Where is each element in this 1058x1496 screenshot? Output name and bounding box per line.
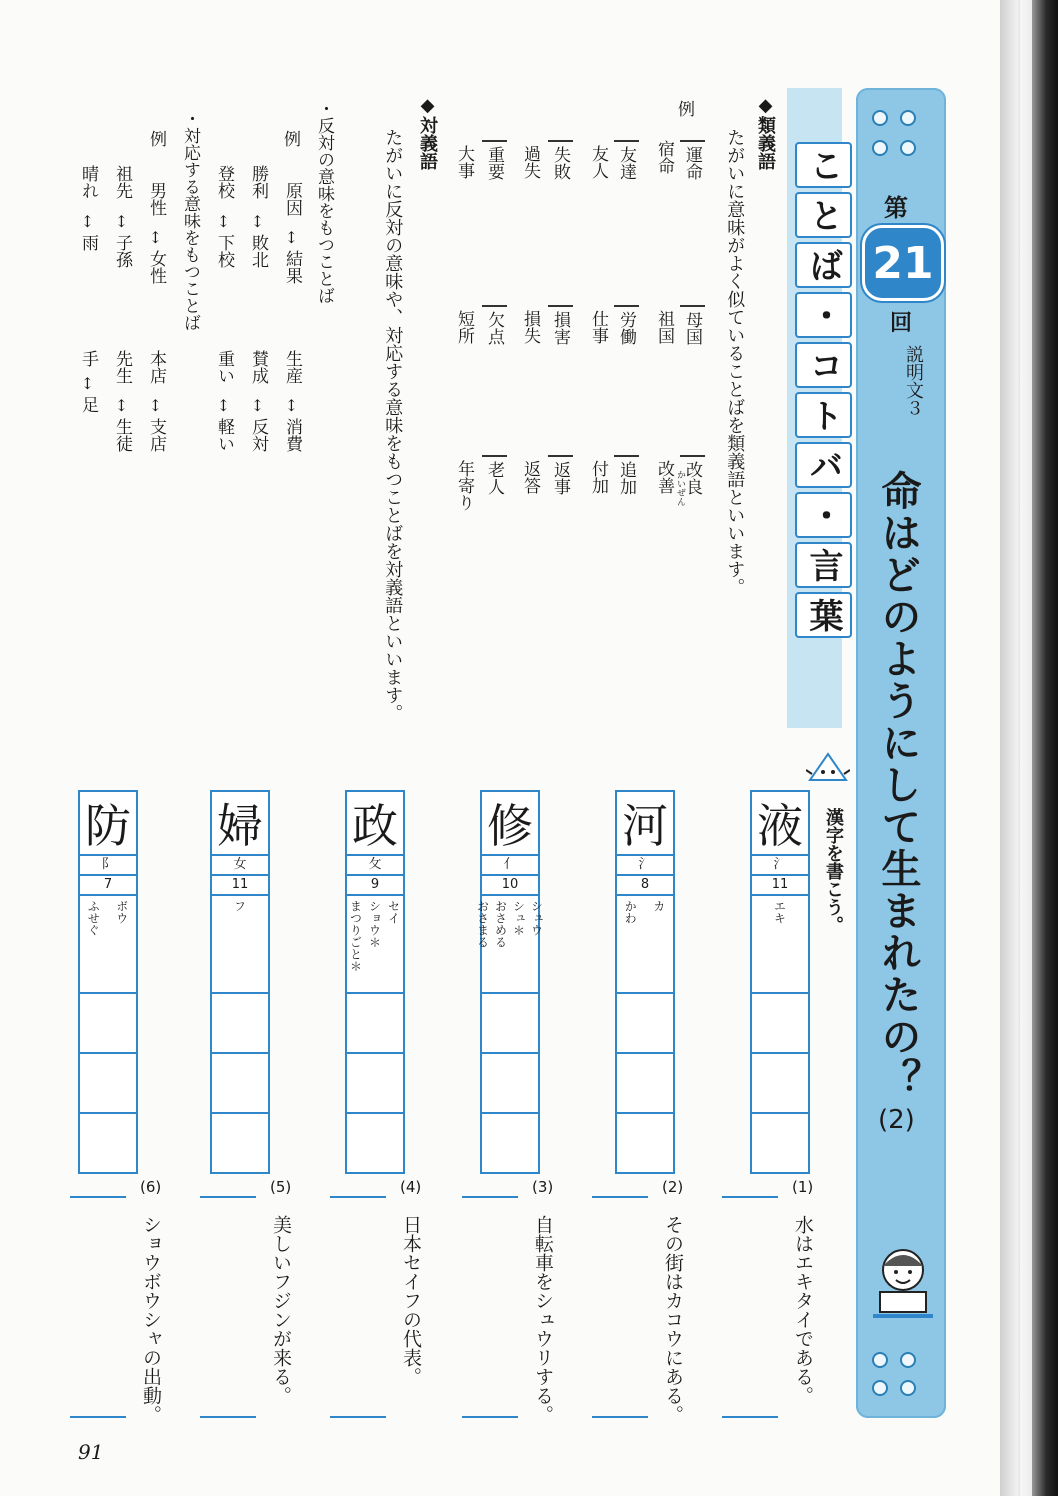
kanji-writing-box[interactable] (78, 1052, 138, 1112)
kanji-practice-heading: 漢字を書こう。 (823, 808, 844, 934)
kanji-writing-box[interactable] (750, 1052, 810, 1112)
synonym-word: 改善 (654, 460, 674, 494)
antonym-word: 軽い (214, 418, 234, 452)
question-number: (4) (400, 1178, 422, 1196)
words-section-title: ことば・コトバ・言葉 (795, 140, 852, 640)
arrow-icon: ↕ (282, 396, 301, 415)
ring-hole-icon (900, 140, 916, 156)
synonym-word: 重要 (482, 140, 507, 180)
synonyms-heading: ◆類義語 (755, 95, 776, 170)
antonym-word: 足 (78, 396, 98, 413)
synonym-word: 大事 (454, 145, 474, 179)
kanji-radical: 氵 (750, 854, 810, 874)
kanji-character: 防 (78, 790, 138, 854)
kanji-radical: 亻 (480, 854, 540, 874)
page-title: 命はどのようにして生まれたの？ (875, 470, 921, 1100)
answer-line-top[interactable] (462, 1196, 518, 1198)
lesson-kai: 回 (890, 310, 913, 336)
antonym-word: 支店 (146, 418, 166, 452)
antonym-word: 原因 (282, 182, 302, 216)
question-text: その街はカコウにある。 (662, 1215, 684, 1424)
antonym-word: 結果 (282, 250, 302, 284)
kanji-reading: かわ (623, 900, 638, 924)
synonym-word: 付加 (588, 460, 608, 494)
furigana: かいぜん (675, 470, 685, 506)
student-illustration-icon (868, 1240, 938, 1330)
synonym-word: 欠点 (482, 305, 507, 345)
synonym-word: 損失 (520, 310, 540, 344)
antonym-word: 女性 (146, 250, 166, 284)
kanji-reading: まつりごと＊ (348, 900, 363, 972)
antonym-group-title: ・反対の意味をもつことば (314, 100, 334, 304)
arrow-icon: ↕ (112, 212, 131, 231)
kanji-writing-box[interactable] (345, 992, 405, 1052)
antonym-word: 消費 (282, 418, 302, 452)
kanji-readings (475, 894, 544, 992)
kanji-radical: 女 (210, 854, 270, 874)
kanji-strip (345, 790, 405, 1174)
kanji-writing-box[interactable] (210, 992, 270, 1052)
question-number: (2) (662, 1178, 684, 1196)
title-part: (2) (878, 1105, 915, 1135)
antonym-example-label: 例 (280, 130, 300, 147)
question-number: (5) (270, 1178, 292, 1196)
answer-line-bottom[interactable] (70, 1416, 126, 1418)
kanji-readings (78, 894, 138, 992)
kanji-stroke-count: 10 (480, 874, 540, 894)
kanji-reading: シュウ (529, 900, 544, 936)
answer-line-top[interactable] (200, 1196, 256, 1198)
synonym-word: 改良 (680, 455, 705, 495)
synonym-word: 返事 (548, 455, 573, 495)
kanji-writing-box[interactable] (345, 1112, 405, 1174)
synonym-word: 祖国 (654, 310, 674, 344)
kanji-writing-box[interactable] (615, 992, 675, 1052)
arrow-icon: ↕ (78, 212, 97, 231)
synonym-word: 追加 (614, 455, 639, 495)
arrow-icon: ↕ (282, 228, 301, 247)
question-number: (6) (140, 1178, 162, 1196)
arrow-icon: ↕ (112, 396, 131, 415)
antonyms-heading: ◆対義語 (417, 95, 438, 170)
antonyms-description: たがいに反対の意味や、対応する意味をもつことばを対義語といいます。 (382, 128, 404, 722)
kanji-reading: フ (232, 900, 247, 912)
synonym-word: 返答 (520, 460, 540, 494)
kanji-stroke-count: 11 (210, 874, 270, 894)
kanji-strip (750, 790, 810, 1174)
antonym-word: 反対 (248, 418, 268, 452)
answer-line-top[interactable] (722, 1196, 778, 1198)
synonym-word: 仕事 (588, 310, 608, 344)
answer-line-top[interactable] (330, 1196, 386, 1198)
kanji-character: 修 (480, 790, 540, 854)
kanji-reading: シュ＊ (511, 900, 526, 936)
antonym-word: 下校 (214, 234, 234, 268)
answer-line-top[interactable] (592, 1196, 648, 1198)
kanji-reading: セイ (386, 900, 401, 924)
ring-hole-icon (900, 1380, 916, 1396)
kanji-writing-box[interactable] (345, 1052, 405, 1112)
arrow-icon: ↕ (214, 212, 233, 231)
antonym-word: 重い (214, 350, 234, 384)
synonym-word: 年寄り (454, 460, 474, 511)
synonym-word: 損害 (548, 305, 573, 345)
question-number: (3) (532, 1178, 554, 1196)
antonym-group-title: ・対応する意味をもつことば (180, 110, 200, 331)
synonym-word: 母国 (680, 305, 705, 345)
kanji-readings (210, 894, 270, 992)
page-number: 91 (78, 1440, 104, 1464)
kanji-writing-box[interactable] (480, 992, 540, 1052)
synonym-word: 短所 (454, 310, 474, 344)
kanji-stroke-count: 7 (78, 874, 138, 894)
kanji-reading: おさめる (493, 900, 508, 948)
antonym-example-label: 例 (146, 130, 166, 147)
kanji-writing-box[interactable] (480, 1052, 540, 1112)
arrow-icon: ↕ (214, 396, 233, 415)
synonym-word: 老人 (482, 455, 507, 495)
antonym-word: 子孫 (112, 234, 132, 268)
arrow-icon: ↕ (146, 228, 165, 247)
kanji-stroke-count: 11 (750, 874, 810, 894)
question-text: 水はエキタイである。 (792, 1215, 814, 1405)
antonym-word: 晴れ (78, 165, 98, 199)
kanji-writing-box[interactable] (78, 992, 138, 1052)
kanji-stroke-count: 8 (615, 874, 675, 894)
kanji-radical: 阝 (78, 854, 138, 874)
kanji-reading: ふせぐ (86, 900, 101, 936)
synonym-word: 宿命 (654, 140, 674, 174)
kanji-radical: 攵 (345, 854, 405, 874)
synonym-word: 友人 (588, 145, 608, 179)
antonym-word: 生徒 (112, 418, 132, 452)
question-number: (1) (792, 1178, 814, 1196)
question-text: 日本セイフの代表。 (400, 1215, 422, 1386)
ring-hole-icon (872, 110, 888, 126)
answer-line-bottom[interactable] (200, 1416, 256, 1418)
subject-label: 説明文３ (903, 345, 924, 417)
kanji-character: 政 (345, 790, 405, 854)
antonym-word: 本店 (146, 350, 166, 384)
ring-hole-icon (872, 1352, 888, 1368)
kanji-reading: エキ (772, 900, 787, 924)
synonym-word: 過失 (520, 145, 540, 179)
kanji-strip (615, 790, 675, 1174)
answer-line-bottom[interactable] (462, 1416, 518, 1418)
kanji-reading: おさまる (475, 900, 490, 948)
kanji-strip (210, 790, 270, 1174)
antonym-word: 賛成 (248, 350, 268, 384)
synonym-word: 労働 (614, 305, 639, 345)
answer-line-bottom[interactable] (592, 1416, 648, 1418)
kanji-writing-box[interactable] (615, 1052, 675, 1112)
ring-hole-icon (872, 140, 888, 156)
ring-hole-icon (900, 1352, 916, 1368)
antonym-word: 勝利 (248, 165, 268, 199)
kanji-character: 液 (750, 790, 810, 854)
answer-line-bottom[interactable] (722, 1416, 778, 1418)
kanji-strip (475, 790, 544, 1174)
kanji-writing-box[interactable] (750, 1112, 810, 1174)
kanji-writing-box[interactable] (480, 1112, 540, 1174)
antonym-word: 雨 (78, 234, 98, 251)
answer-line-bottom[interactable] (330, 1416, 386, 1418)
synonym-word: 友達 (614, 140, 639, 180)
answer-line-top[interactable] (70, 1196, 126, 1198)
antonym-word: 生産 (282, 350, 302, 384)
antonym-word: 祖先 (112, 165, 132, 199)
arrow-icon: ↕ (248, 396, 267, 415)
antonym-word: 敗北 (248, 234, 268, 268)
antonym-word: 手 (78, 350, 98, 367)
synonym-word: 運命 (680, 140, 705, 216)
kanji-writing-box[interactable] (78, 1112, 138, 1174)
question-text: ショウボウシャの出動。 (140, 1215, 162, 1424)
question-text: 美しいフジンが来る。 (270, 1215, 292, 1405)
kanji-stroke-count: 9 (345, 874, 405, 894)
antonym-word: 先生 (112, 350, 132, 384)
kanji-strip (78, 790, 138, 1174)
kanji-reading: カ (651, 900, 666, 912)
arrow-icon: ↕ (146, 396, 165, 415)
arrow-icon: ↕ (78, 374, 97, 393)
lesson-number-badge: 21 (862, 225, 944, 301)
kanji-writing-box[interactable] (615, 1112, 675, 1174)
antonym-word: 男性 (146, 182, 166, 216)
kanji-writing-box[interactable] (750, 992, 810, 1052)
ring-hole-icon (900, 110, 916, 126)
kanji-reading: ボウ (114, 900, 129, 924)
kanji-readings (615, 894, 675, 992)
lesson-dai: 第 (884, 193, 908, 222)
mascot-icon (806, 752, 850, 786)
kanji-writing-box[interactable] (210, 1112, 270, 1174)
kanji-radical: 氵 (615, 854, 675, 874)
synonyms-description: たがいに意味がよく似ていることばを類義語といいます。 (724, 128, 746, 596)
kanji-writing-box[interactable] (210, 1052, 270, 1112)
binding-highlight (1020, 0, 1032, 1496)
synonym-word: 失敗 (548, 140, 573, 180)
kanji-readings (750, 894, 810, 992)
question-text: 自転車をシュウリする。 (532, 1215, 554, 1424)
kanji-character: 婦 (210, 790, 270, 854)
kanji-reading: ショウ＊ (367, 900, 382, 948)
ring-hole-icon (872, 1380, 888, 1396)
antonym-word: 登校 (214, 165, 234, 199)
kanji-character: 河 (615, 790, 675, 854)
arrow-icon: ↕ (248, 212, 267, 231)
kanji-readings (345, 894, 405, 992)
synonyms-example-label: 例 (674, 100, 694, 117)
